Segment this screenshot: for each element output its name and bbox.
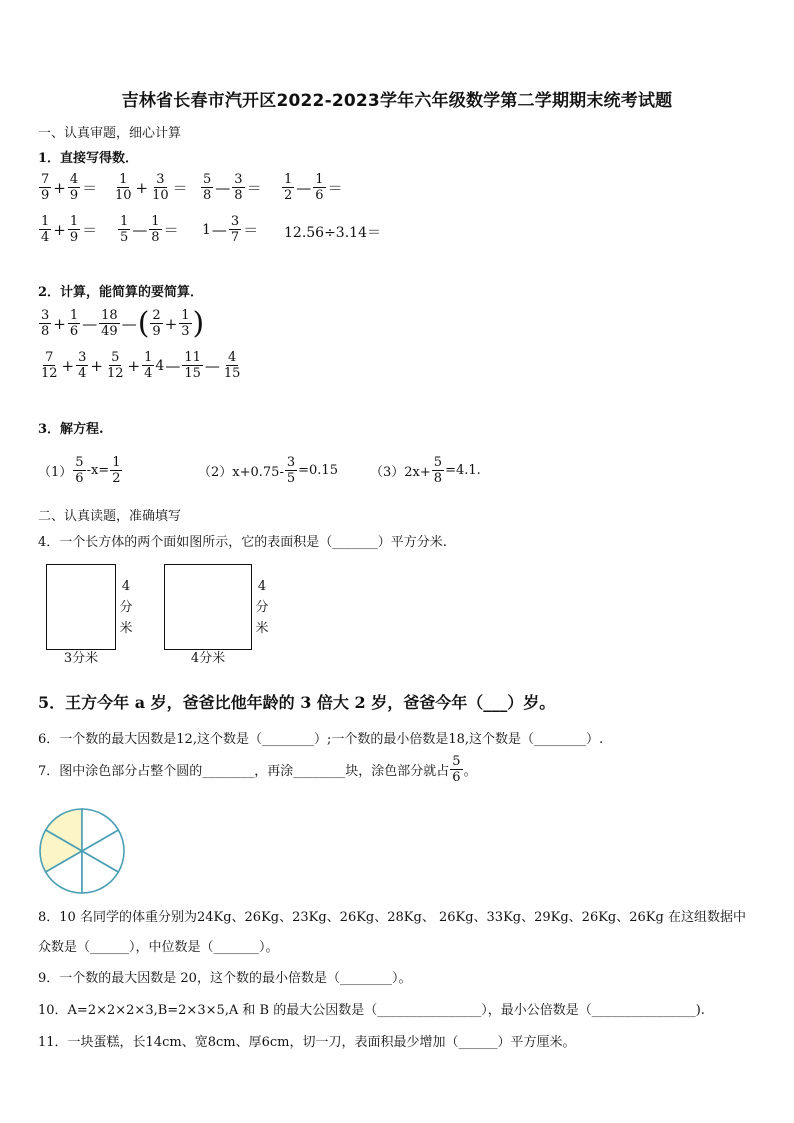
question-7: 7．图中涂色部分占整个圆的________，再涂________块，涂色部分就占 $\frac{5}{6}$ 。 [38,754,477,785]
q3-equation-2: （2）x+0.75- $\frac{3}{5}$ =0.15 [198,455,338,486]
section-heading-2: 二、认真读题，准确填写 [38,509,182,524]
face-1-side-label: 4 分 米 [119,579,133,636]
face-1-bottom-label: 3分米 [63,651,99,666]
q1-expr-a: $\frac{7}{9}$ + $\frac{4}{9}$ ＝ [41,172,98,203]
q1-expr-c: $\frac{5}{8}$ — $\frac{3}{8}$ ＝ [203,172,262,203]
q1-expr-h: 12.56÷3.14＝ [284,225,381,241]
q3-equation-3: （3）2x+ $\frac{5}{8}$ =4.1. [370,455,481,486]
question-3-label: 3．解方程. [38,422,104,437]
question-4: 4．一个长方体的两个面如图所示，它的表面积是（_______）平方分米. [38,535,447,550]
q1-expr-e: $\frac{1}{4}$ + $\frac{1}{9}$ ＝ [41,214,98,245]
question-1-label: 1．直接写得数． [38,151,139,166]
q1-expr-g: 1 — $\frac{3}{7}$ ＝ [202,214,259,245]
face-rectangle-2 [164,564,252,650]
page-title: 吉林省长春市汽开区2022-2023学年六年级数学第二学期期末统考试题 [121,91,673,111]
q1-expr-f: $\frac{1}{5}$ — $\frac{1}{8}$ ＝ [120,214,179,245]
face-2-bottom-label: 4分米 [190,651,226,666]
question-2-label: 2．计算，能简算的要简算． [38,285,204,300]
q2-expr-1: $\frac{3}{8}$ + $\frac{1}{6}$ — $\frac{18}{49}$ — ( $\frac{2}{9}$ + $\frac{1}{3}$ ) [41,305,205,341]
question-8-line-2: 众数是（______），中位数是（_______）。 [38,940,279,955]
face-2-side-label: 4 分 米 [255,579,269,636]
q2-expr-2: $\frac{7}{12}$ + $\frac{3}{4}$ + $\frac{5}{12}$ + $\frac{1}{4}$ 4 — $\frac{11}{15}$ — $\frac{4}{15}$ [41,350,241,381]
section-heading-1: 一、认真审题，细心计算 [38,126,182,141]
question-6: 6．一个数的最大因数是12,这个数是（________）;一个数的最小倍数是18,这个数是（________）. [38,732,604,747]
question-8-line-1: 8．10 名同学的体重分别为24Kg、26Kg、23Kg、26Kg、28Kg、 26Kg、33Kg、29Kg、26Kg、26Kg 在这组数据中 [38,910,746,925]
question-9: 9．一个数的最大因数是 20，这个数的最小倍数是（________）。 [38,971,412,986]
face-rectangle-1 [46,564,116,650]
q1-expr-b: $\frac{1}{10}$ + $\frac{3}{10}$ ＝ [115,172,188,203]
question-10: 10．A=2×2×2×3,B=2×3×5,A 和 B 的最大公因数是（________________），最小公倍数是（________________). [38,1003,705,1018]
sector-circle-figure [37,806,127,896]
q1-expr-d: $\frac{1}{2}$ — $\frac{1}{6}$ ＝ [284,172,343,203]
q3-equation-1: （1） $\frac{5}{6}$ -x= $\frac{1}{2}$ [38,455,121,486]
question-5: 5．王方今年 a 岁，爸爸比他年龄的 3 倍大 2 岁，爸爸今年（___）岁。 [38,693,556,712]
question-11: 11．一块蛋糕，长14cm、宽8cm、厚6cm，切一刀，表面积最少增加（______）平方厘米。 [38,1035,576,1050]
